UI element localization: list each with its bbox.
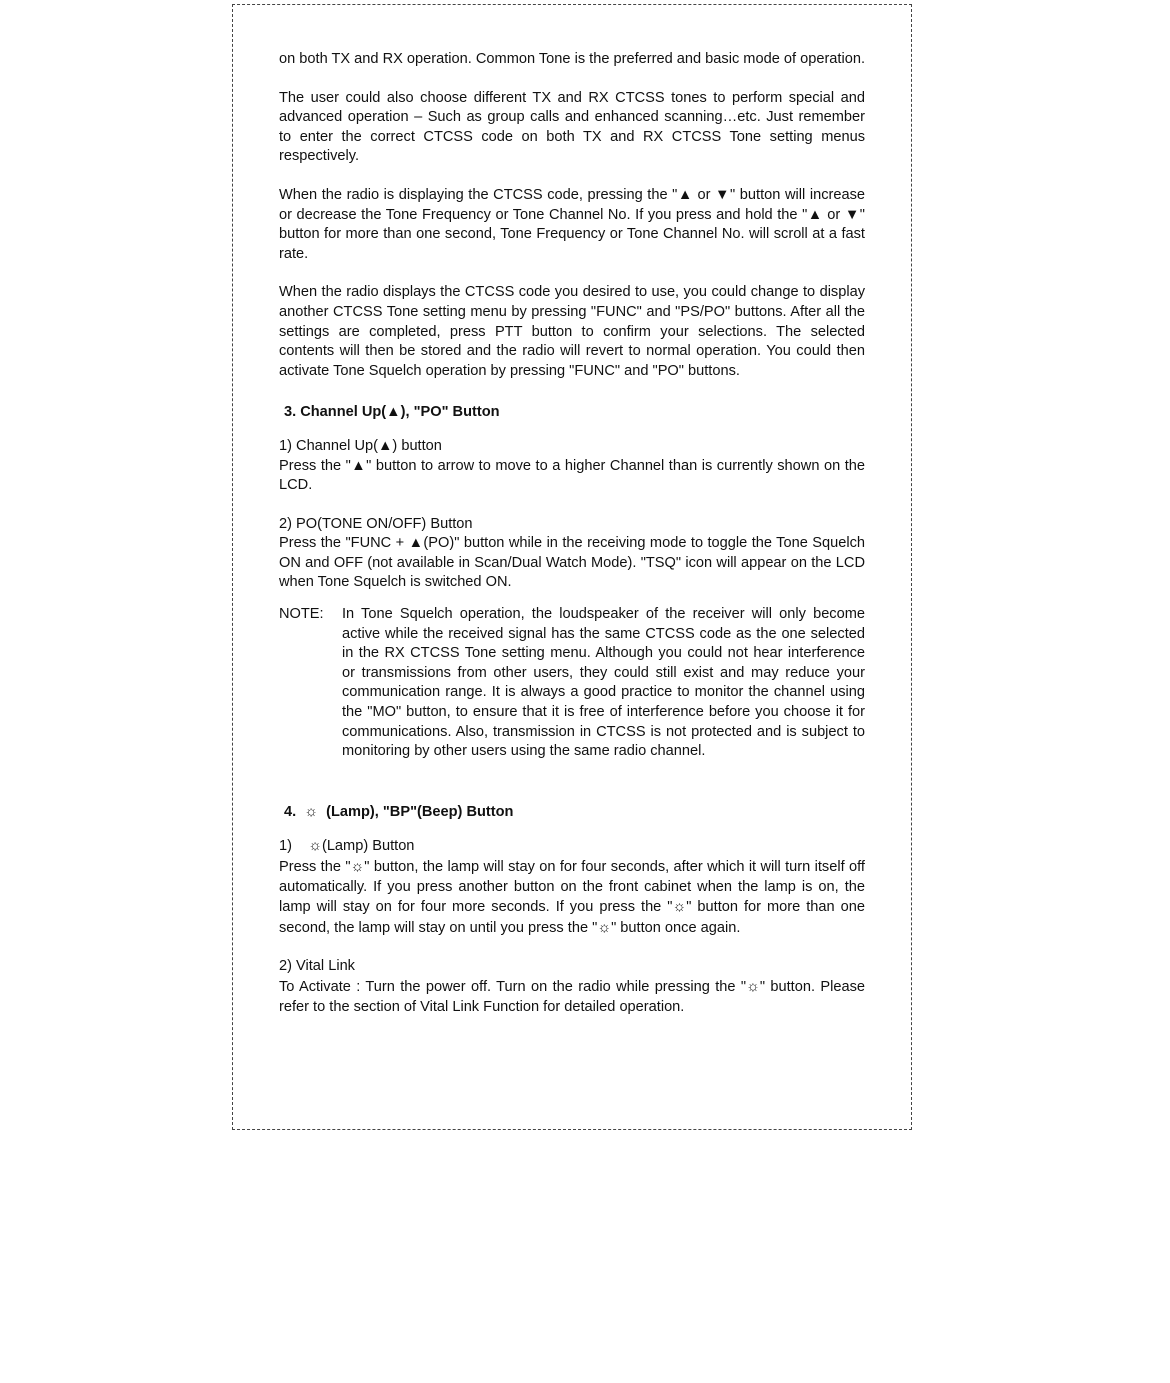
- section-4-heading: [284, 802, 865, 823]
- section-3-sub2-text: Press the "FUNC + ▲(PO)" button while in the receiving mode to toggle the Tone Squelch ON and OFF (not available in Scan/Dual Watch Mode). "TSQ" icon will appear on the LCD when Tone Squelch is switched ON.: [279, 535, 865, 591]
- section-3-heading: 3. Channel Up(▲), "PO" Button: [284, 404, 500, 421]
- paragraph-tx-rx-tones: The user could also choose different TX and RX CTCSS tones to perform special and advanced operation – Such as group calls and enhanced scanning…etc. Just remember to enter the correct CTCSS code on both TX and RX CTCSS Tone setting menus respectively.: [279, 89, 865, 165]
- section-4-sub1-text: Press the "☼" button, the lamp will stay on for four seconds, after which it will turn itself off automatically. If you press another button on the front cabinet when the lamp is on, the lamp will stay on for four more seconds. If you press the "☼" button for more than one second, the lamp will stay on until you press the "☼" button once again.: [279, 858, 866, 936]
- section-4-sub1-number: 1): [279, 838, 292, 855]
- section-3-sub2-title: 2) PO(TONE ON/OFF) Button: [279, 515, 473, 532]
- section-4-sub2-title: 2) Vital Link: [279, 958, 355, 975]
- paragraph-ctcss-code: When the radio is displaying the CTCSS code, pressing the "▲ or ▼" button will increase or decrease the Tone Frequency or Tone Channel No. If you press and hold the "▲ or ▼" button for more than one second, Tone Frequency or Tone Channel No. will scroll at a fast rate.: [279, 186, 865, 262]
- note-label: NOTE:: [279, 606, 324, 623]
- section-3-sub1-title: 1) Channel Up(▲) button: [279, 437, 442, 454]
- section-3-sub1-text: Press the "▲" button to arrow to move to a higher Channel than is currently shown on the LCD.: [279, 457, 865, 494]
- lamp-icon: ☼: [350, 858, 365, 875]
- lamp-icon: ☼: [304, 802, 319, 820]
- note-block: [279, 605, 865, 762]
- paragraph-setting-menu: When the radio displays the CTCSS code you desired to use, you could change to display another CTCSS Tone setting menu by pressing "FUNC" and "PS/PO" buttons. After all the settings are completed, press PTT button to confirm your selections. The selected contents will then be stored and the radio will revert to normal operation. You could then activate Tone Squelch operation by pressing "FUNC" and "PO" buttons.: [279, 284, 865, 379]
- section-4-sub2-text: To Activate : Turn the power off. Turn on the radio while pressing the "☼" button. Please refer to the section of Vital Link Function for detailed operation.: [279, 977, 866, 1015]
- document-body: [279, 50, 865, 1017]
- section-4-sub1-title: [279, 836, 865, 857]
- note-text: In Tone Squelch operation, the loudspeaker of the receiver will only become active while the received signal has the same CTCSS code as the one selected in the RX CTCSS Tone setting menu. Although you could not hear interference or transmissions from other users, they could still exist and may reduce your communication range. It is always a good practice to monitor the channel using the "MO" button, to ensure that it is free of interference before you choose it for communications. Also, transmission in CTCSS is not protected and is subject to monitoring by other users using the same radio channel.: [342, 606, 865, 760]
- paragraph-common-tone: on both TX and RX operation. Common Tone is the preferred and basic mode of operation.: [279, 51, 866, 67]
- section-4-sub1-label: (Lamp) Button: [321, 838, 415, 855]
- lamp-icon: ☼: [597, 918, 612, 936]
- section-4-number: 4.: [284, 803, 297, 820]
- section-4-title: (Lamp), "BP"(Beep) Button: [326, 803, 514, 820]
- lamp-icon: ☼: [746, 977, 760, 995]
- lamp-icon: ☼: [308, 837, 322, 855]
- lamp-icon: ☼: [672, 898, 687, 916]
